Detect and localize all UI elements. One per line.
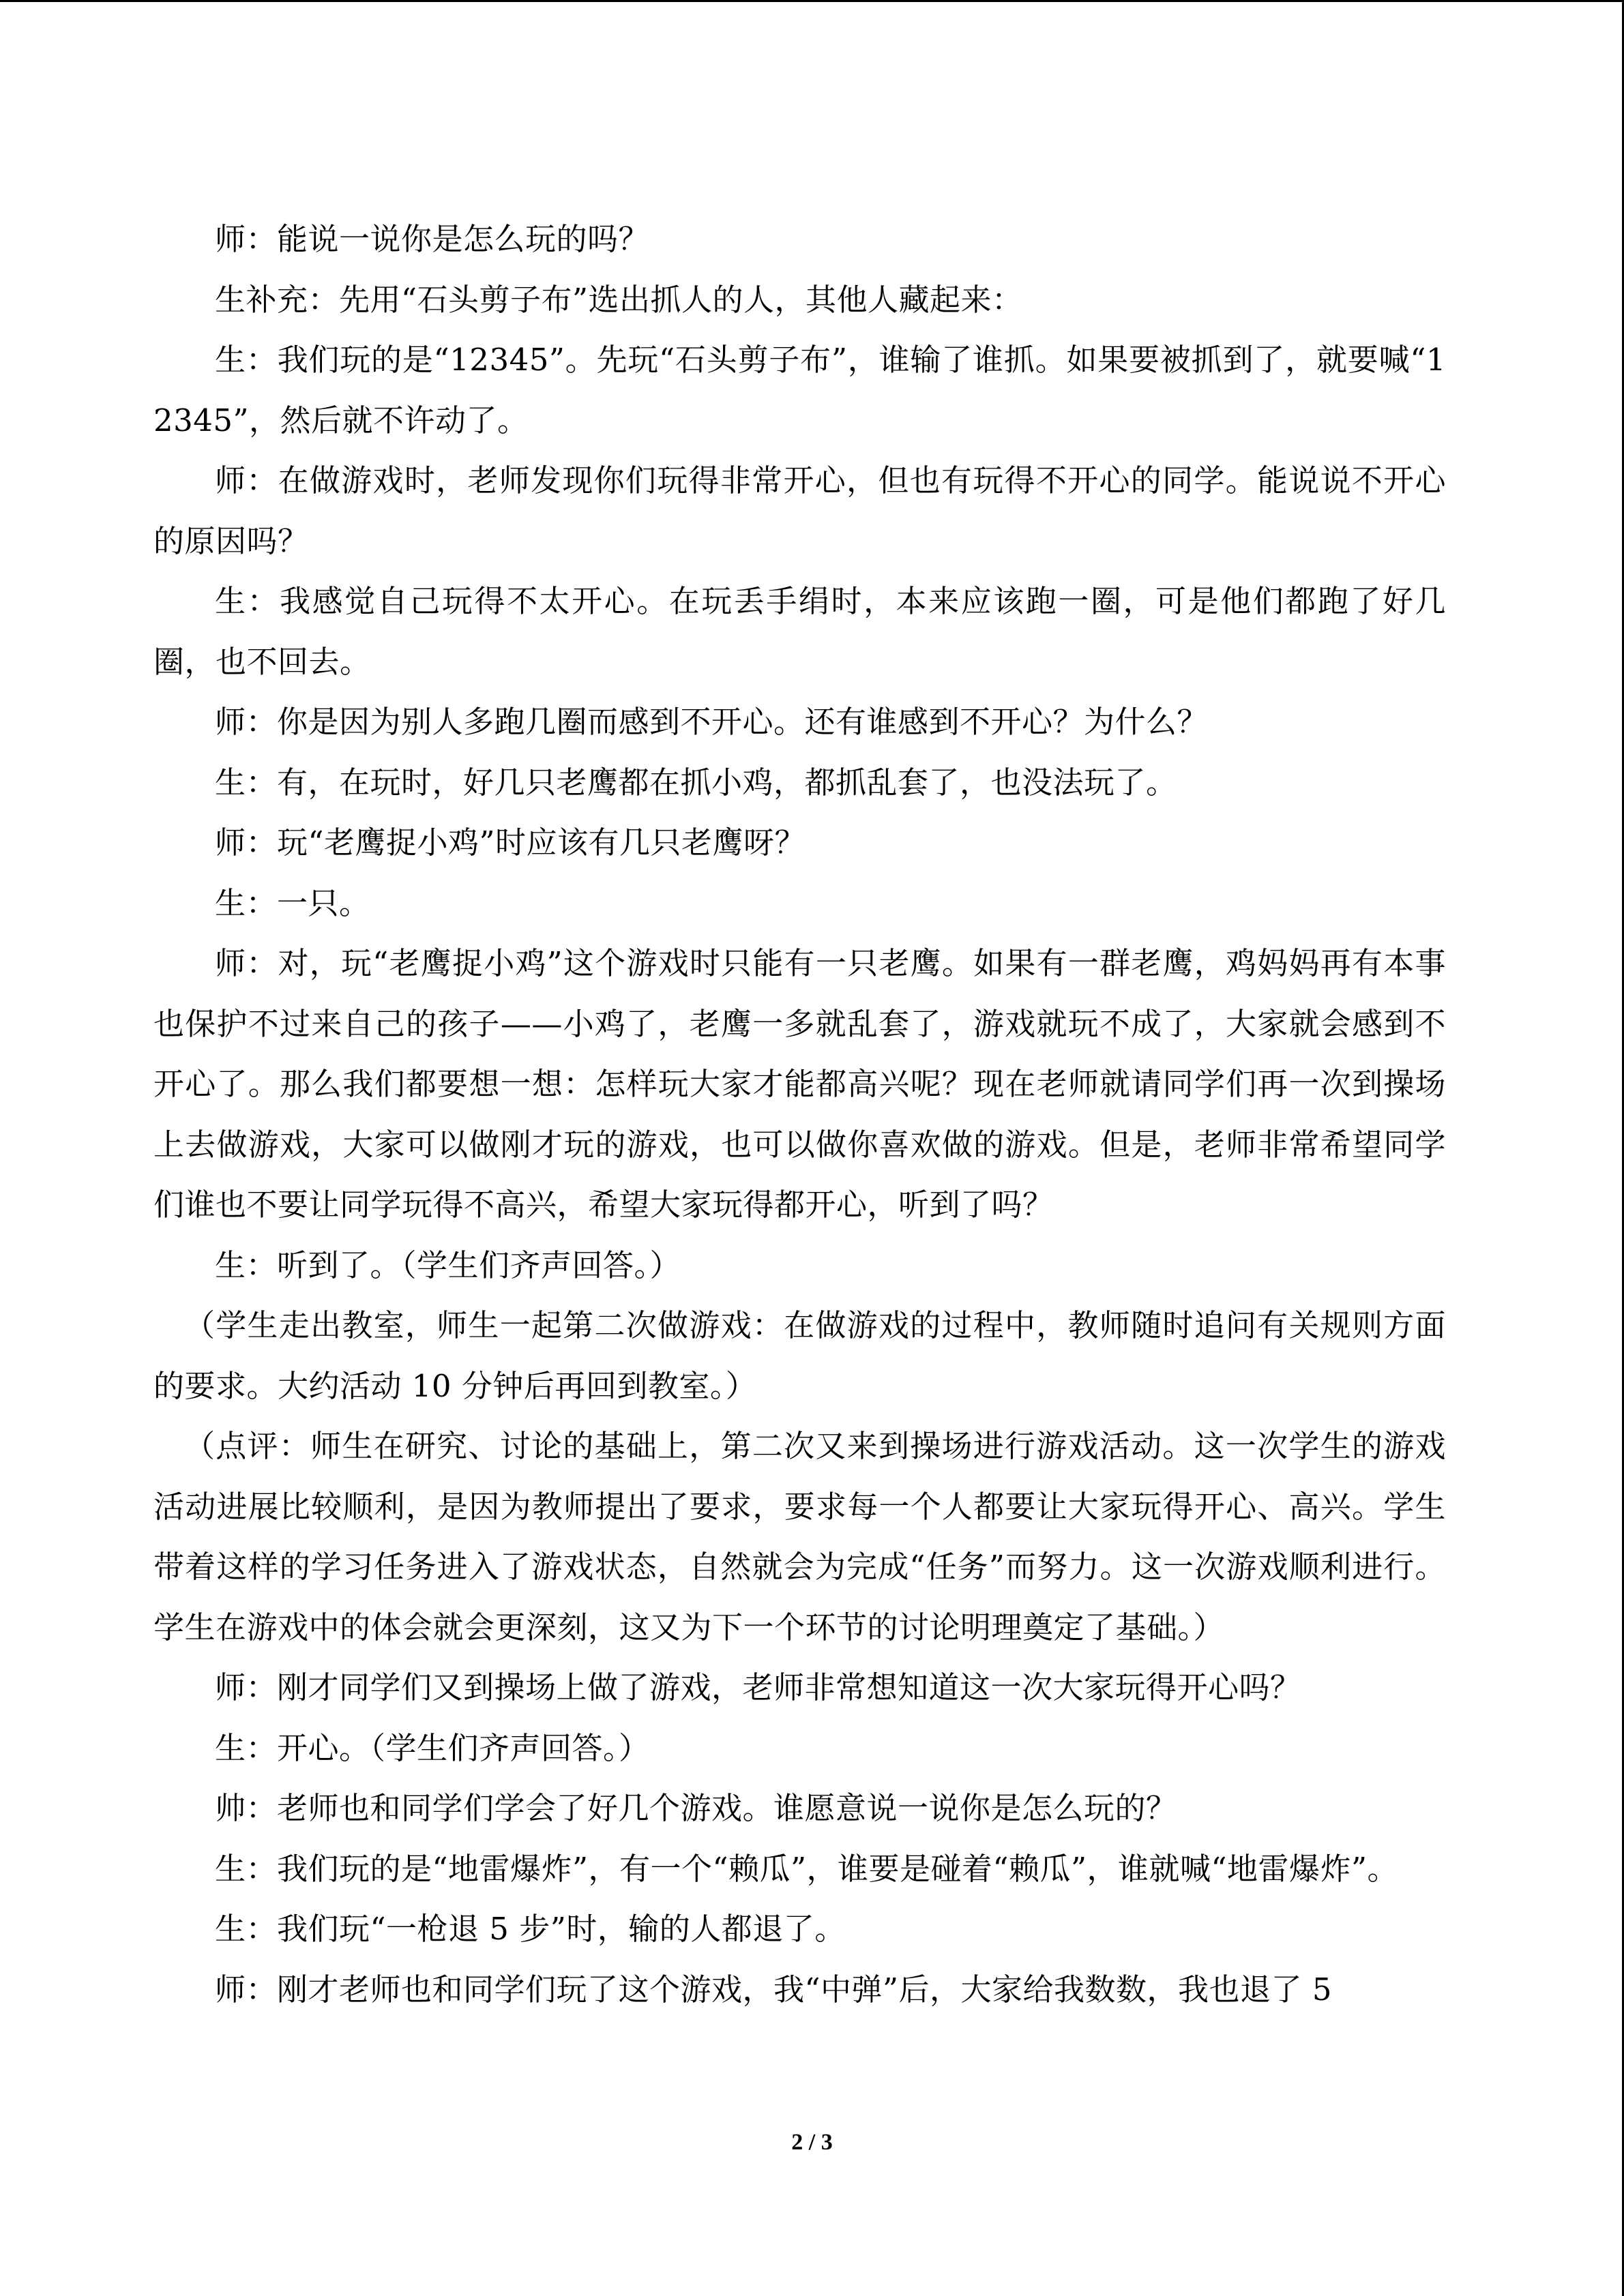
paragraph: 生：有，在玩时，好几只老鹰都在抓小鸡，都抓乱套了，也没法玩了。	[215, 764, 1177, 801]
paragraph: 师：刚才老师也和同学们玩了这个游戏，我“中弹”后，大家给我数数，我也退了 5	[215, 1971, 1332, 2008]
paragraph: 生：我感觉自己玩得不太开心。在玩丢手绢时，本来应该跑一圈，可是他们都跑了好几圈，也不回去。	[153, 583, 1446, 680]
paragraph: 生补充：先用“石头剪子布”选出抓人的人，其他人藏起来：	[215, 281, 1023, 318]
paragraph: 帅：老师也和同学们学会了好几个游戏。谁愿意说一说你是怎么玩的？	[215, 1790, 1177, 1826]
document-body	[153, 209, 1446, 2020]
paragraph: 师：能说一说你是怎么玩的吗？	[215, 221, 650, 257]
stage-direction: （学生走出教室，师生一起第二次做游戏：在做游戏的过程中，教师随时追问有关规则方面的要求。大约活动 10 分钟后再回到教室。）	[153, 1307, 1446, 1404]
paragraph: 生：我们玩的是“地雷爆炸”，有一个“赖瓜”，谁要是碰着“赖瓜”，谁就喊“地雷爆炸”。	[215, 1850, 1399, 1887]
paragraph: 生：听到了。（学生们齐声回答。）	[215, 1247, 681, 1283]
paragraph: 师：在做游戏时，老师发现你们玩得非常开心，但也有玩得不开心的同学。能说说不开心的原因吗？	[153, 462, 1446, 559]
paragraph: 师：对，玩“老鹰捉小鸡”这个游戏时只能有一只老鹰。如果有一群老鹰，鸡妈妈再有本事也保护不过来自己的孩子——小鸡了，老鹰一多就乱套了，游戏就玩不成了，大家就会感到不开心了。那么我们都要想一想：怎样玩大家才能都高兴呢？现在老师就请同学们再一次到操场上去做游戏，大家可以做刚才玩的游戏，也可以做你喜欢做的游戏。但是，老师非常希望同学们谁也不要让同学玩得不高兴，希望大家玩得都开心，听到了吗？	[153, 945, 1446, 1223]
paragraph: 生：开心。（学生们齐声回答。）	[215, 1729, 650, 1766]
paragraph: 生：一只。	[215, 884, 370, 921]
commentary: （点评：师生在研究、讨论的基础上，第二次又来到操场进行游戏活动。这一次学生的游戏活动进展比较顺利，是因为教师提出了要求，要求每一个人都要让大家玩得开心、高兴。学生带着这样的学习任务进入了游戏状态，自然就会为完成“任务”而努力。这一次游戏顺利进行。学生在游戏中的体会就会更深刻，这又为下一个环节的讨论明理奠定了基础。）	[153, 1428, 1446, 1645]
page-number: 2 / 3	[791, 2130, 833, 2155]
paragraph: 师：你是因为别人多跑几圈而感到不开心。还有谁感到不开心？为什么？	[215, 704, 1209, 740]
paragraph: 生：我们玩“一枪退 5 步”时，输的人都退了。	[215, 1911, 846, 1947]
page-border-top	[0, 0, 1624, 2]
paragraph: 师：刚才同学们又到操场上做了游戏，老师非常想知道这一次大家玩得开心吗？	[215, 1669, 1301, 1705]
paragraph: 生：我们玩的是“12345”。先玩“石头剪子布”，谁输了谁抓。如果要被抓到了，就要喊“12345”，然后就不许动了。	[153, 342, 1446, 438]
paragraph: 师：玩“老鹰捉小鸡”时应该有几只老鹰呀？	[215, 824, 806, 861]
